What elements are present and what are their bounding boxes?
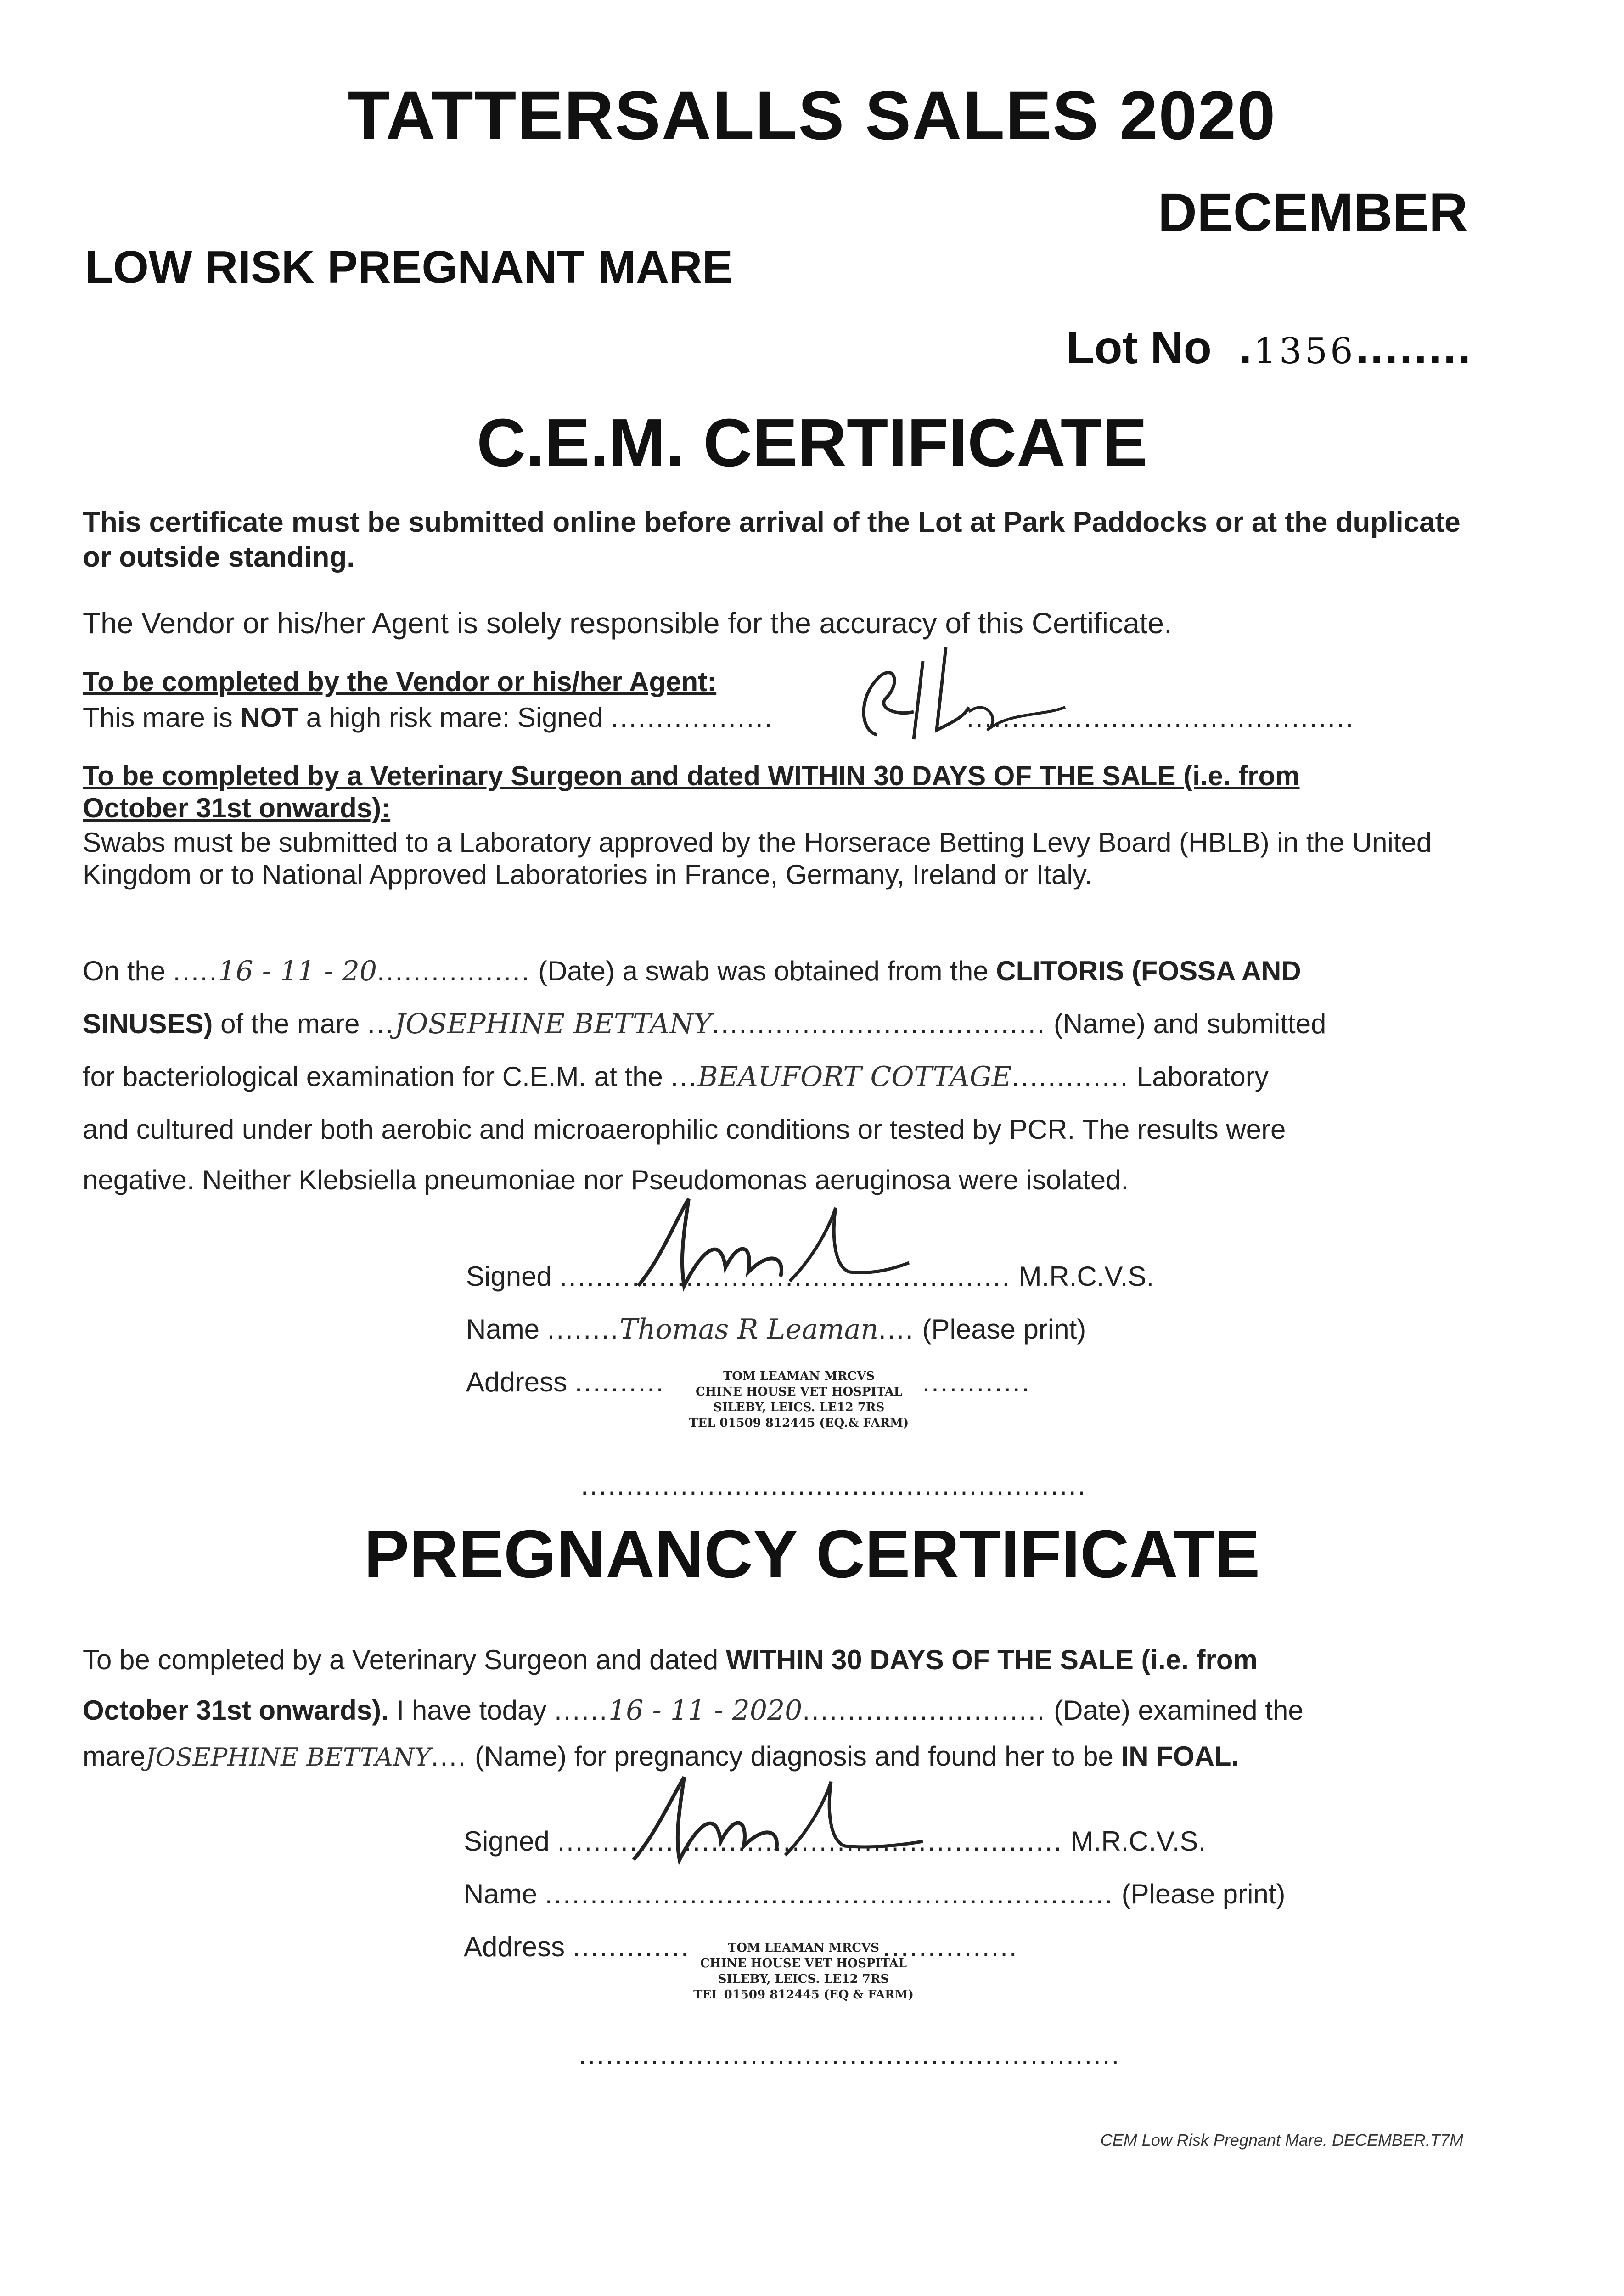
in-foal-result: IN FOAL.: [1121, 1741, 1239, 1772]
pregnancy-instructions: To be completed by a Veterinary Surgeon and dated WITHIN 30 DAYS OF THE SALE (i.e. from: [83, 1644, 1258, 1675]
certificate-category: LOW RISK PREGNANT MARE: [85, 242, 733, 293]
pregnancy-mare-line: mareJOSEPHINE BETTANY.... (Name) for pregnancy diagnosis and found her to be IN FOAL.: [83, 1741, 1239, 1772]
pregnancy-address-line: Address ............. ...............: [464, 1931, 1018, 1962]
laboratory-name-value: BEAUFORT COTTAGE: [697, 1061, 1012, 1093]
cem-name-line: Name ........Thomas R Leaman.... (Please print): [466, 1313, 1086, 1345]
mare-name-value: JOSEPHINE BETTANY: [394, 1008, 712, 1040]
pregnancy-certificate-title: PREGNANCY CERTIFICATE: [364, 1516, 1260, 1592]
cem-signed-line: Signed .................................................. M.R.C.V.S.: [466, 1261, 1154, 1292]
form-reference-footer: CEM Low Risk Pregnant Mare. DECEMBER.T7M: [1100, 2131, 1463, 2150]
pregnancy-mare-name-value: JOSEPHINE BETTANY: [145, 1743, 431, 1772]
cem-certificate-title: C.E.M. CERTIFICATE: [477, 405, 1147, 481]
results-text: negative. Neither Klebsiella pneumoniae nor Pseudomonas aeruginosa were isolated.: [83, 1165, 1129, 1195]
laboratory-line: for bacteriological examination for C.E.M. at the ...BEAUFORT COTTAGE............. Laboratory: [83, 1061, 1269, 1093]
swab-laboratory-note: Swabs must be submitted to a Laboratory approved by the Horserace Betting Levy Board (HBLB) in the United Kingdom or to National Approved Laboratories in France, Germany, Ireland or Italy.: [83, 827, 1432, 890]
document-title: TATTERSALLS SALES 2020: [348, 77, 1276, 154]
examination-date-value: 16 - 11 - 2020: [608, 1694, 803, 1727]
vendor-section-heading: To be completed by the Vendor or his/her Agent:: [83, 666, 717, 697]
lot-number-field: Lot No .1356........: [1066, 322, 1472, 373]
sale-month: DECEMBER: [1158, 182, 1468, 243]
submission-notice: This certificate must be submitted online before arrival of the Lot at Park Paddocks or at the duplicate or outside standing.: [83, 506, 1461, 573]
cem-address-blank-line: ........................................................: [581, 1470, 1087, 1501]
responsibility-notice: The Vendor or his/her Agent is solely responsible for the accuracy of this Certificate.: [83, 607, 1172, 640]
lot-dots: ........: [1355, 322, 1472, 373]
culture-conditions-text: and cultured under both aerobic and microaerophilic conditions or tested by PCR. The results were: [83, 1114, 1286, 1145]
mare-name-line: SINUSES) of the mare ...JOSEPHINE BETTANY..................................... (Name) and submitted: [83, 1008, 1326, 1040]
swab-date-line: On the .....16 - 11 - 20................. (Date) a swab was obtained from the CLITORIS (FOSSA AND: [83, 955, 1301, 987]
pregnancy-signed-line: Signed ........................................................ M.R.C.V.S.: [464, 1826, 1206, 1857]
pregnancy-date-line: October 31st onwards). I have today ......16 - 11 - 2020........................... (Date) examined the: [83, 1694, 1304, 1727]
vet-address-stamp-pregnancy: TOM LEAMAN MRCVS CHINE HOUSE VET HOSPITAL SILEBY, LEICS. LE12 7RS TEL 01509 812445 (EQ & FARM): [693, 1941, 914, 2002]
vet-section-heading: To be completed by a Veterinary Surgeon and dated WITHIN 30 DAYS OF THE SALE (i.e. from: [83, 760, 1300, 791]
lot-label: Lot No: [1066, 322, 1212, 373]
vendor-declaration-line: This mare is NOT a high risk mare: Signed .................. ...........................................: [83, 702, 1355, 733]
cem-address-line: Address .......... ............: [466, 1367, 1031, 1397]
vendor-signature: [849, 643, 1070, 748]
pregnancy-name-line: Name ............................................................... (Please print): [464, 1879, 1286, 1909]
swab-date-value: 16 - 11 - 20: [218, 955, 377, 987]
vet-section-heading-cont: October 31st onwards):: [83, 793, 391, 823]
vet-address-stamp-cem: TOM LEAMAN MRCVS CHINE HOUSE VET HOSPITAL SILEBY, LEICS. LE12 7RS TEL 01509 812445 (EQ.& FARM): [689, 1369, 909, 1430]
vet-name-value: Thomas R Leaman: [619, 1313, 879, 1345]
pregnancy-address-blank-line: ............................................................: [579, 2039, 1121, 2070]
lot-number-value: 1356: [1253, 331, 1356, 372]
